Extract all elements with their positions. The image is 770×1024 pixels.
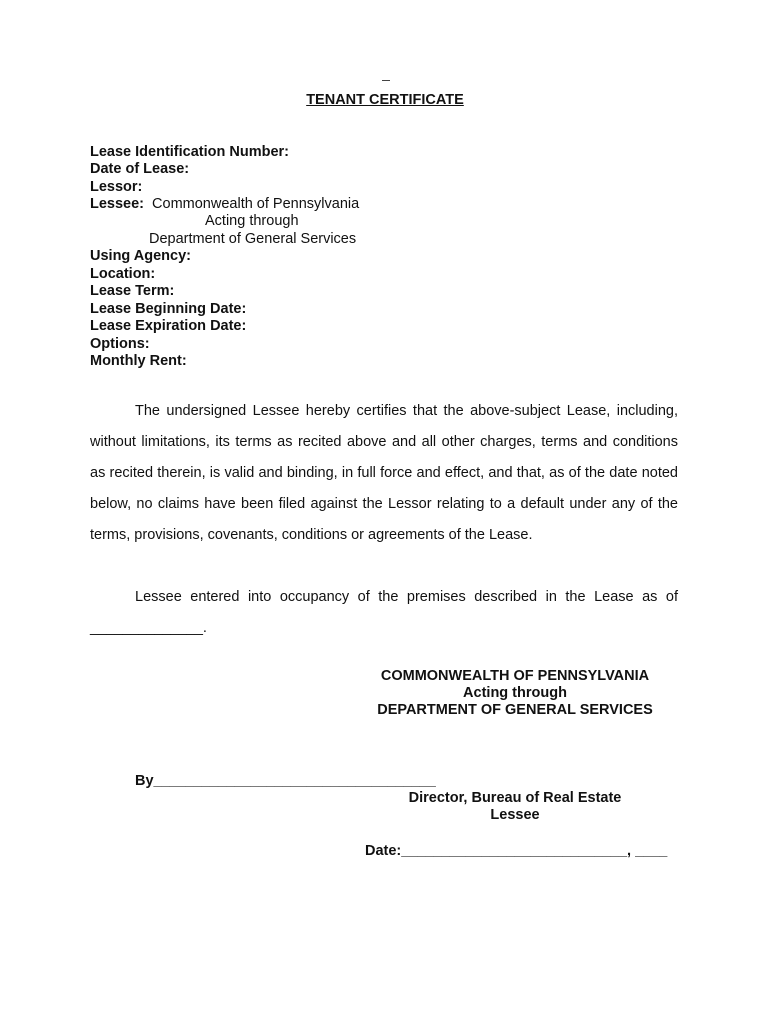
signature-org-line3: DEPARTMENT OF GENERAL SERVICES: [377, 702, 653, 718]
lessee-line1: Commonwealth of Pennsylvania: [152, 196, 360, 212]
lease-id-label: Lease Identification Number:: [90, 144, 290, 160]
signer-title: Director, Bureau of Real Estate: [408, 790, 622, 806]
location-label: Location:: [90, 266, 156, 282]
occupancy-paragraph: Lessee entered into occupancy of the premises described in the Lease as of ______________.: [90, 589, 678, 636]
date-line: Date:____________________________, ____: [365, 843, 668, 859]
lessee-line2: Acting through: [205, 213, 299, 229]
lease-term-label: Lease Term:: [90, 283, 175, 299]
signer-role: Lessee: [490, 807, 540, 823]
signature-org-line2: Acting through: [463, 685, 567, 701]
lessee-label: Lessee:: [90, 196, 145, 212]
by-signature-line: By___________________________________: [135, 773, 436, 789]
lease-beginning-label: Lease Beginning Date:: [90, 301, 247, 317]
lessee-row: [90, 196, 359, 213]
certification-paragraph: The undersigned Lessee hereby certifies that the above-subject Lease, including, without limitations, its terms as recited above and all other charges, terms and conditions as recited therein, is valid and binding, in full force and effect, and that, as of the date noted below, no claims have been filed against the Lessor relating to a default under any of the terms, provisions, covenants, conditions or agreements of the Lease.: [90, 403, 678, 543]
lessee-line3: Department of General Services: [149, 231, 357, 247]
options-label: Options:: [90, 336, 150, 352]
signature-org-line1: COMMONWEALTH OF PENNSYLVANIA: [380, 668, 650, 684]
using-agency-label: Using Agency:: [90, 248, 191, 264]
date-of-lease-label: Date of Lease:: [90, 161, 190, 177]
page-title: TENANT CERTIFICATE: [306, 92, 464, 108]
lease-expiration-label: Lease Expiration Date:: [90, 318, 247, 334]
monthly-rent-label: Monthly Rent:: [90, 353, 187, 369]
lessor-label: Lessor:: [90, 179, 143, 195]
title-mark: [382, 80, 390, 81]
